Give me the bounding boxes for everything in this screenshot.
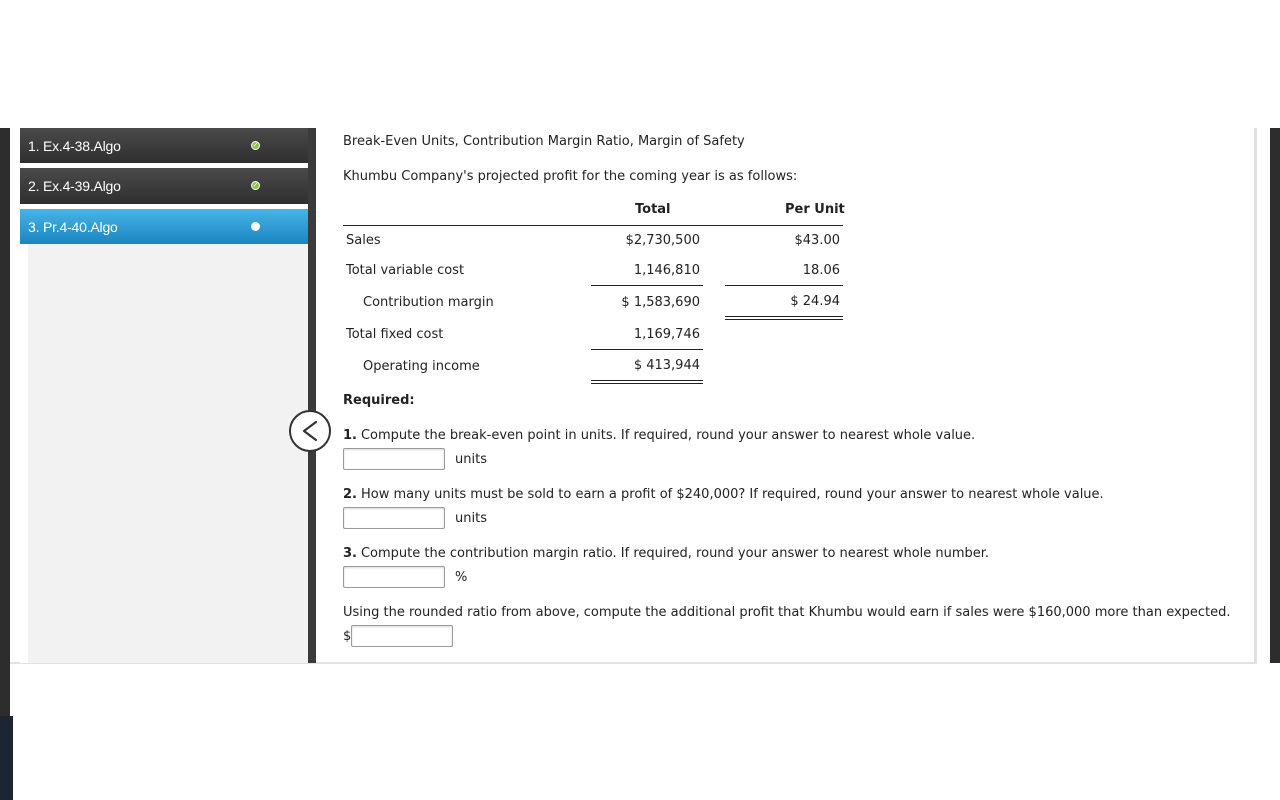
total-double-rule [591, 380, 703, 384]
row-label-sales: Sales [346, 233, 381, 248]
chevron-left-icon [300, 419, 320, 443]
content-right-border [1254, 128, 1257, 663]
unit-label: units [455, 511, 487, 526]
operating-income-total: $ 413,944 [633, 358, 700, 373]
required-heading: Required: [343, 393, 415, 408]
contribution-margin-ratio-input[interactable] [343, 566, 445, 588]
question-number: 3. [343, 546, 357, 561]
column-header-per-unit: Per Unit [785, 202, 845, 217]
subtotal-rule [591, 285, 703, 286]
window-left-border [0, 128, 10, 716]
fixed-cost-total: 1,169,746 [633, 327, 700, 342]
sales-per-unit: $43.00 [794, 233, 840, 248]
additional-profit-input[interactable] [351, 625, 453, 647]
check-icon: ✓ [252, 181, 259, 189]
sidebar-item-label: 1. Ex.4-38.Algo [28, 137, 121, 154]
subtotal-rule [591, 349, 703, 350]
background-desktop [0, 716, 13, 800]
question-prompt: Compute the break-even point in units. If required, round your answer to nearest whole value. [360, 428, 976, 443]
target-profit-units-input[interactable] [343, 507, 445, 529]
row-label-fixed-cost: Total fixed cost [346, 327, 444, 342]
variable-cost-per-unit: 18.06 [802, 263, 840, 278]
sales-total: $2,730,500 [625, 233, 700, 248]
question-prompt: Using the rounded ratio from above, compute the additional profit that Khumbu would earn if sales were $160,000 more than expected. [343, 605, 1231, 620]
subtotal-rule [725, 285, 843, 286]
sidebar-splitter[interactable] [308, 128, 316, 663]
question-prompt: Compute the contribution margin ratio. If required, round your answer to nearest whole number. [360, 546, 990, 561]
window-right-border [1270, 128, 1280, 663]
sidebar-item-ex-4-38[interactable] [20, 128, 308, 163]
collapse-sidebar-button[interactable] [289, 410, 331, 452]
question-number: 1. [343, 428, 357, 443]
variable-cost-total: 1,146,810 [633, 263, 700, 278]
unit-label: units [455, 452, 487, 467]
question-number: 2. [343, 487, 357, 502]
total-double-rule [725, 316, 843, 320]
check-icon: ✓ [252, 141, 259, 149]
row-label-contribution-margin: Contribution margin [363, 295, 494, 310]
column-header-total: Total [635, 202, 671, 217]
contribution-margin-per-unit: $ 24.94 [790, 294, 840, 309]
contribution-margin-total: $ 1,583,690 [621, 295, 700, 310]
sidebar-item-label: 3. Pr.4-40.Algo [28, 218, 118, 235]
break-even-units-input[interactable] [343, 448, 445, 470]
dollar-label: $ [343, 629, 352, 644]
current-indicator-icon [251, 222, 260, 231]
sidebar-lane [20, 244, 28, 663]
table-header-rule [343, 225, 843, 226]
question-prompt: How many units must be sold to earn a profit of $240,000? If required, round your answer to nearest whole value. [360, 487, 1104, 502]
question-2-text [343, 487, 1104, 502]
row-label-operating-income: Operating income [363, 359, 480, 374]
question-3-text [343, 546, 989, 561]
percent-label: % [455, 570, 468, 585]
sidebar-item-label: 2. Ex.4-39.Algo [28, 178, 121, 194]
problem-intro: Khumbu Company's projected profit for the coming year is as follows: [343, 169, 798, 184]
question-4-text [343, 605, 1231, 620]
sidebar-item-pr-4-40[interactable] [20, 209, 308, 244]
question-1-text [343, 428, 975, 443]
problem-title: Break-Even Units, Contribution Margin Ratio, Margin of Safety [343, 134, 745, 149]
row-label-variable-cost: Total variable cost [346, 263, 465, 278]
sidebar-item-ex-4-39[interactable] [20, 168, 308, 204]
